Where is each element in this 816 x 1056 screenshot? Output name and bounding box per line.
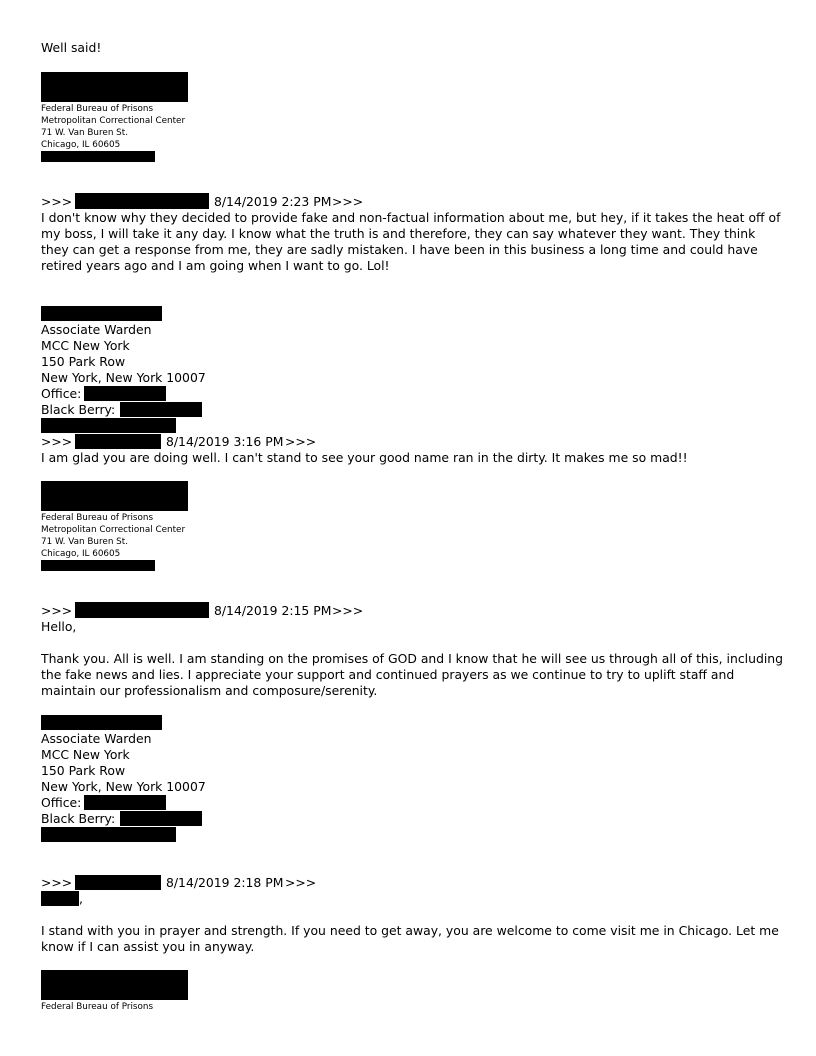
redaction-bar (41, 970, 188, 1000)
message-header-date: 8/14/2019 2:23 PM (214, 194, 332, 209)
redaction-bar (84, 386, 166, 401)
message-body: I am glad you are doing well. I can't stand to see your good name ran in the dirty. It makes me so mad!! (41, 450, 688, 465)
signature-title: Associate Warden (41, 731, 152, 746)
redaction-bar (41, 72, 188, 102)
signature-agency: Federal Bureau of Prisons (41, 104, 154, 114)
message-body: I don't know why they decided to provide fake and non-factual information about me, but hey, if it takes the heat off of my boss, I will take it any day. I know what the truth is and therefore, they can say whatever they want. They think they can get a response from me, they are sadly mistaken. I have been in this business a long time and could have retired years ago and I am going when I want to go. Lol! (41, 210, 781, 273)
office-label: Office: (41, 795, 82, 810)
signature-street: 150 Park Row (41, 763, 126, 778)
redaction-bar (75, 193, 209, 209)
message-header-prefix: >>> (41, 603, 73, 618)
signature-title: Associate Warden (41, 322, 152, 337)
signature-city: New York, New York 10007 (41, 779, 206, 794)
blackberry-label: Black Berry: (41, 811, 116, 826)
redaction-bar (41, 827, 176, 842)
opening-line: Well said! (41, 40, 102, 55)
signature-facility: MCC New York (41, 338, 130, 353)
redaction-bar (120, 811, 202, 826)
message-header-suffix: >>> (332, 194, 364, 209)
redaction-bar (84, 795, 166, 810)
message-header-suffix: >>> (285, 875, 317, 890)
message-header-date: 8/14/2019 3:16 PM (166, 434, 284, 449)
redaction-bar (41, 481, 188, 511)
message-body: Thank you. All is well. I am standing on the promises of GOD and I know that he will see us through all of this, including the fake news and lies. I appreciate your support and continued prayers as we continue to try to uplift staff and maintain our professionalism and composure/serenity. (41, 651, 783, 698)
signature-facility: Metropolitan Correctional Center (41, 525, 186, 535)
message-greeting: Hello, (41, 619, 77, 634)
redaction-bar (75, 602, 209, 618)
signature-facility: Metropolitan Correctional Center (41, 116, 186, 126)
redaction-bar (41, 418, 176, 433)
signature-street: 71 W. Van Buren St. (41, 128, 129, 138)
redaction-bar (120, 402, 202, 417)
signature-city: Chicago, IL 60605 (41, 140, 121, 150)
redaction-bar (41, 560, 155, 571)
signature-agency: Federal Bureau of Prisons (41, 513, 154, 523)
signature-street: 150 Park Row (41, 354, 126, 369)
signature-city: New York, New York 10007 (41, 370, 206, 385)
signature-facility: MCC New York (41, 747, 130, 762)
signature-street: 71 W. Van Buren St. (41, 537, 129, 547)
redaction-bar (41, 891, 79, 906)
signature-agency: Federal Bureau of Prisons (41, 1002, 154, 1012)
redaction-bar (75, 875, 161, 890)
blackberry-label: Black Berry: (41, 402, 116, 417)
message-header-prefix: >>> (41, 194, 73, 209)
message-greeting-comma: , (79, 891, 83, 906)
message-header-date: 8/14/2019 2:15 PM (214, 603, 332, 618)
redaction-bar (41, 715, 162, 730)
office-label: Office: (41, 386, 82, 401)
message-header-suffix: >>> (285, 434, 317, 449)
message-header-prefix: >>> (41, 875, 73, 890)
signature-city: Chicago, IL 60605 (41, 549, 121, 559)
message-body: I stand with you in prayer and strength. If you need to get away, you are welcome to come visit me in Chicago. Let me know if I can assist you in anyway. (41, 923, 779, 954)
message-header-prefix: >>> (41, 434, 73, 449)
redaction-bar (75, 434, 161, 449)
redaction-bar (41, 306, 162, 321)
message-header-suffix: >>> (332, 603, 364, 618)
redaction-bar (41, 151, 155, 162)
message-header-date: 8/14/2019 2:18 PM (166, 875, 284, 890)
